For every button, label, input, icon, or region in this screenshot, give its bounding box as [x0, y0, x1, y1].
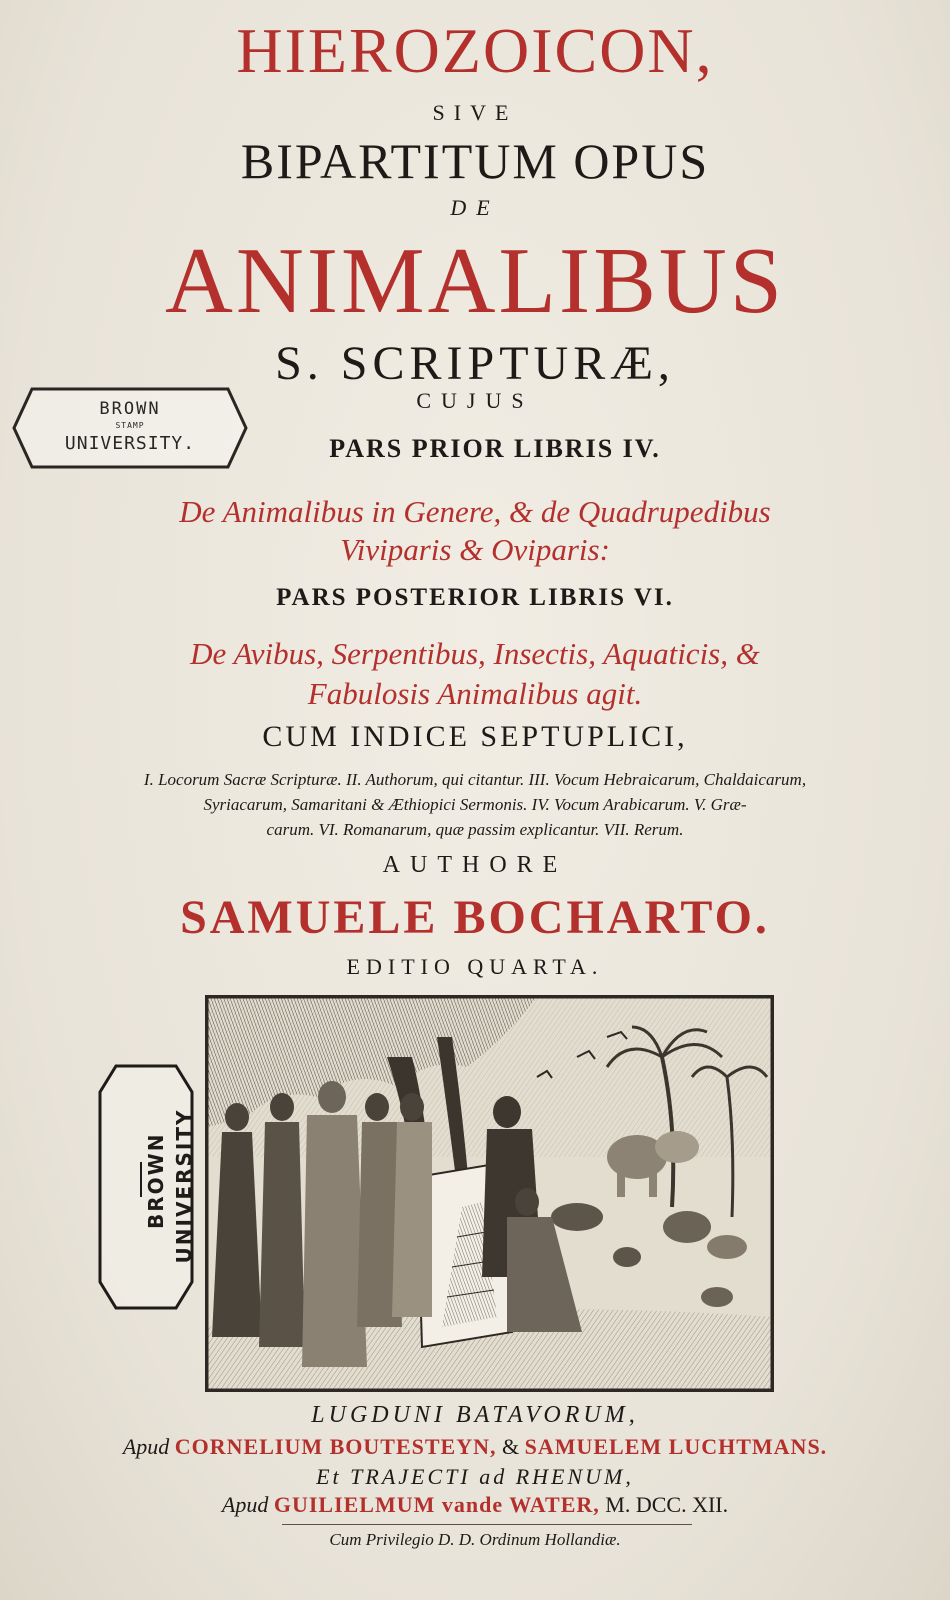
stamp1-top-text: BROWN [99, 399, 161, 419]
ampersand: & [501, 1434, 520, 1459]
stamp1-bottom-text: UNIVERSITY. [64, 433, 196, 454]
index-line-2: Syriacarum, Samaritani & Æthiopici Sermonis. IV. Vocum Arabicarum. V. Græ- [203, 795, 747, 814]
library-stamp-octagon [10, 385, 250, 471]
cum-indice: CUM INDICE SEPTUPLICI, [262, 720, 688, 753]
prior-description-2: Viviparis & Oviparis: [340, 532, 610, 567]
author-name: SAMUELE BOCHARTO. [180, 891, 770, 944]
imprint-year: M. DCC. XII. [605, 1492, 729, 1517]
engraving-illustration [207, 997, 772, 1390]
index-line-3: carum. VI. Romanarum, quæ passim explicantur. VII. Rerum. [266, 820, 684, 839]
publisher-luchtmans: SAMUELEM LUCHTMANS. [524, 1434, 828, 1459]
book-title: HIEROZOICON, [236, 15, 714, 86]
posterior-description-2: Fabulosis Animalibus agit. [307, 676, 643, 711]
imprint-place-2: Et TRAJECTI ad RHENUM, [316, 1464, 634, 1489]
stamp1-middle-text: STAMP [115, 421, 145, 430]
sive-label: SIVE [432, 100, 518, 125]
scripturae-heading: S. SCRIPTURÆ, [275, 337, 675, 390]
privilege-line: Cum Privilegio D. D. Ordinum Hollandiæ. [329, 1530, 621, 1549]
index-line-1: I. Locorum Sacræ Scripturæ. II. Authorum, qui citantur. III. Vocum Hebraicarum, Chaldaicarum, [143, 770, 807, 789]
imprint-rule [282, 1524, 692, 1525]
stamp2-top-text: BROWN [144, 1132, 168, 1229]
stamp2-bottom-text: UNIVERSITY [172, 1108, 196, 1264]
imprint-place: LUGDUNI BATAVORUM, [311, 1402, 639, 1428]
imprint-publishers-2 [0, 1492, 950, 1518]
animalibus-heading: ANIMALIBUS [164, 229, 786, 333]
bipartitum-opus: BIPARTITUM OPUS [240, 133, 710, 189]
frontispiece-engraving [205, 995, 774, 1392]
edition: EDITIO QUARTA. [346, 954, 604, 979]
library-stamp-vertical [96, 1062, 196, 1312]
posterior-description-1: De Avibus, Serpentibus, Insectis, Aquaticis, & [190, 636, 760, 671]
publisher-boutesteyn: CORNELIUM BOUTESTEYN, [174, 1434, 497, 1459]
de-label: DE [450, 195, 500, 220]
prior-description-1: De Animalibus in Genere, & de Quadrupedibus [179, 494, 771, 529]
imprint-publishers-1 [0, 1434, 950, 1460]
pars-prior: PARS PRIOR LIBRIS IV. [329, 434, 661, 463]
pars-posterior: PARS POSTERIOR LIBRIS VI. [276, 584, 674, 611]
apud-label-2: Apud [221, 1492, 269, 1517]
publisher-vande-water: GUILIELMUM vande WATER, [273, 1492, 600, 1517]
cujus-label: CUJUS [416, 388, 534, 413]
apud-label-1: Apud [122, 1434, 170, 1459]
author-label: AUTHORE [382, 852, 568, 878]
